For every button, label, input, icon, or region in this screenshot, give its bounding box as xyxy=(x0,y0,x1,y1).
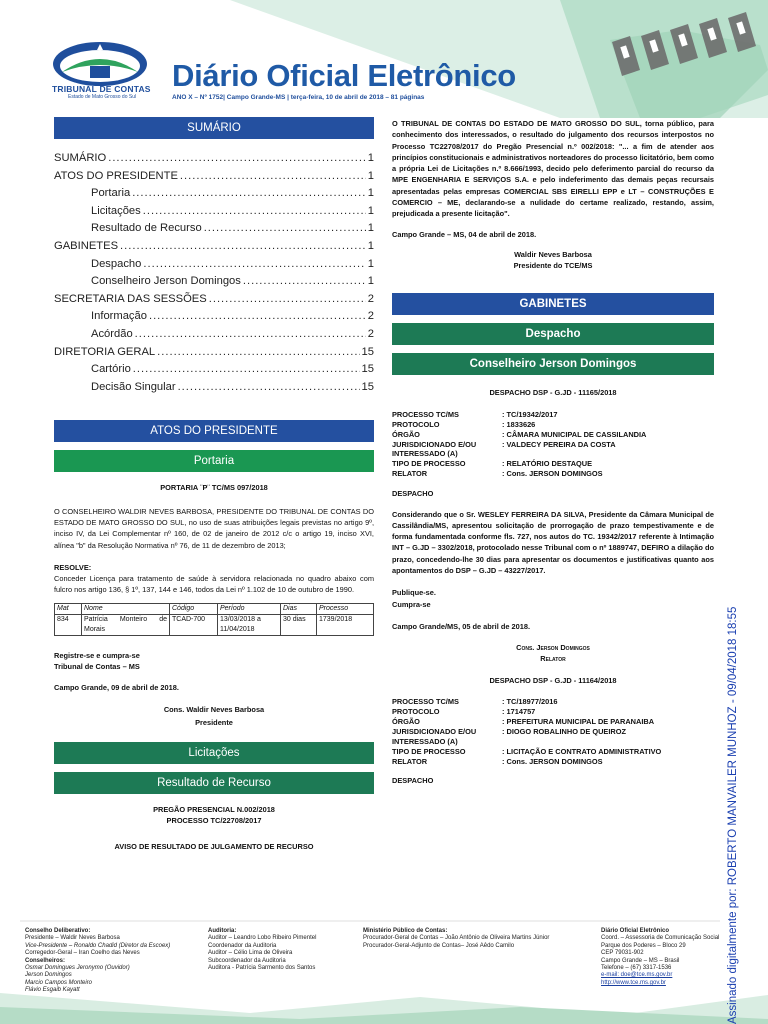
field-value: : VALDECY PEREIRA DA COSTA xyxy=(502,439,616,449)
footer-line: Flávio Esgaib Kayatt xyxy=(25,987,80,994)
footer-line: Coord. – Assessoria de Comunicação Social xyxy=(601,935,720,942)
toc-entry-page: 1 xyxy=(367,257,374,270)
despacho-1-label: DESPACHO xyxy=(392,489,434,499)
field-value xyxy=(502,449,712,459)
toc-entry[interactable] xyxy=(54,363,374,381)
despacho-1-cumpra: Cumpra-se xyxy=(392,599,431,609)
portaria-title: PORTARIA ¨P¨ TC/MS 097/2018 xyxy=(160,483,268,493)
website-link[interactable]: http://www.tce.ms.gov.br xyxy=(601,979,666,986)
footer-line: Subcoordenador da Auditoria xyxy=(208,957,286,964)
closing-registre: Registre-se e cumpra-se xyxy=(54,650,140,660)
footer-conselho-head: Conselho Deliberativo: xyxy=(25,928,91,934)
field-value: : DIOGO ROBALINHO DE QUEIROZ xyxy=(502,726,626,736)
despacho-1-body: Considerando que o Sr. WESLEY FERREIRA DA SILVA, Presidente da Câmara Municipal de Cassilândia/MS, apresentou solicitação de prorrogação de prazo tempestivamente e de forma fundamentada conforme fls. 727, nos autos do TC. 19342/2017 referente à Intimação INT – G.JD – 3302/2018, protocolado nesse Tribunal com o nº 1889747, DEFIRO a dilação do prazo, concedendo-lhe 30 dias para apresentar os documentos e justificativas quanto aos apontamentos do DSP – G.JD – 43227/2017. xyxy=(392,509,714,575)
field-label: INTERESSADO (A) xyxy=(392,449,458,459)
toc-entry-page: 15 xyxy=(361,363,374,376)
th-processo: Processo xyxy=(317,603,374,614)
toc-entry[interactable] xyxy=(54,381,374,399)
table-row xyxy=(55,614,374,635)
field-value xyxy=(502,737,712,747)
cell-mat: 834 xyxy=(55,614,82,635)
aviso-line: AVISO DE RESULTADO DE JULGAMENTO DE RECURSO xyxy=(114,841,314,851)
footer-site-link[interactable] xyxy=(601,980,726,987)
toc-entry[interactable] xyxy=(54,205,374,223)
toc-entry[interactable] xyxy=(54,258,374,276)
toc-dot-leader xyxy=(149,310,366,322)
despacho-1-role: Relator xyxy=(540,654,566,664)
atos-presidente-bar: ATOS DO PRESIDENTE xyxy=(54,420,374,442)
resultado-date: Campo Grande – MS, 04 de abril de 2018. xyxy=(392,229,537,239)
cell-codigo: TCAD-700 xyxy=(170,614,218,635)
resolve-body: Conceder Licença para tratamento de saúde à servidora relacionada no quadro abaixo com fulcro nos artigo 136, § 1º, 137, 144 e 146, todos da Lei nº 1.102 de 10 de outubro de 1990. xyxy=(54,574,374,595)
toc-entry[interactable] xyxy=(54,346,374,364)
toc-entry-label: Informação xyxy=(91,310,147,323)
footer-auditoria-head: Auditoria: xyxy=(208,928,237,934)
footer-line: Auditor – Célio Lima de Oliveira xyxy=(208,950,293,957)
logo-subtitle: Estado de Mato Grosso do Sul xyxy=(68,94,137,100)
toc-entry-page: 1 xyxy=(367,187,374,200)
pregao-line: PREGÃO PRESENCIAL N.002/2018 xyxy=(153,805,275,815)
footer-mpc-head: Ministério Público de Contas: xyxy=(363,928,448,934)
field-label: PROTOCOLO xyxy=(392,706,440,716)
footer-line: Procurador-Geral de Contas – João Antônio de Oliveira Martins Júnior xyxy=(363,935,550,942)
despacho-2-title: DESPACHO DSP - G.JD - 11164/2018 xyxy=(489,675,617,685)
table-of-contents xyxy=(54,152,374,398)
footer-email-link[interactable] xyxy=(601,972,726,979)
footer-line: Jerson Domingos xyxy=(25,972,72,979)
toc-entry[interactable] xyxy=(54,187,374,205)
toc-dot-leader xyxy=(135,328,366,340)
logo-name: TRIBUNAL DE CONTAS xyxy=(52,84,151,94)
toc-entry-page: 1 xyxy=(367,275,374,288)
toc-entry-label: Conselheiro Jerson Domingos xyxy=(91,275,241,288)
field-value: : TC/19342/2017 xyxy=(502,409,558,419)
toc-entry-page: 2 xyxy=(367,310,374,323)
footer-mpc xyxy=(363,928,593,950)
footer-line: Marcio Campos Monteiro xyxy=(25,979,93,986)
resolve-label: RESOLVE: xyxy=(54,562,92,572)
footer-doe-head: Diário Oficial Eletrônico xyxy=(601,928,670,934)
field-value: : Cons. JERSON DOMINGOS xyxy=(502,469,603,479)
license-table xyxy=(54,603,374,636)
field-label: PROCESSO TC/MS xyxy=(392,409,459,419)
field-value: : CÂMARA MUNICIPAL DE CASSILANDIA xyxy=(502,429,647,439)
publication-title: Diário Oficial Eletrônico xyxy=(172,58,516,93)
portaria-body: O CONSELHEIRO WALDIR NEVES BARBOSA, PRESIDENTE DO TRIBUNAL DE CONTAS DO ESTADO DE MATO GROSSO DO SUL, no uso de suas atribuições legais previstas no artigo 9º, inciso IV, da Lei Complementar nº 160, de 02 de janeiro de 2012 c/c o artigo 19, inciso XVI, alínea "b" da Resolução Normativa nº 76, de 11 de dezembro de 2013; xyxy=(54,506,374,550)
toc-dot-leader xyxy=(132,187,366,199)
field-value: : 1833626 xyxy=(502,419,536,429)
footer-auditoria xyxy=(208,928,358,972)
despacho-1-title: DESPACHO DSP - G.JD - 11165/2018 xyxy=(489,387,617,397)
toc-entry-label: Licitações xyxy=(91,204,141,217)
toc-entry[interactable] xyxy=(54,293,374,311)
field-label: JURISDICIONADO E/OU xyxy=(392,439,477,449)
toc-entry[interactable] xyxy=(54,152,374,170)
closing-tribunal: Tribunal de Contas – MS xyxy=(54,661,140,671)
cell-dias: 30 dias xyxy=(281,614,317,635)
portaria-signer-role: Presidente xyxy=(195,717,233,727)
field-label: RELATOR xyxy=(392,469,428,479)
toc-entry-label: Portaria xyxy=(91,187,131,200)
email-link[interactable]: e-mail: doe@tce.ms.gov.br xyxy=(601,972,673,979)
th-mat: Mat xyxy=(55,603,82,614)
toc-entry-page: 1 xyxy=(367,222,374,235)
portaria-date: Campo Grande, 09 de abril de 2018. xyxy=(54,683,179,693)
toc-entry-label: Acórdão xyxy=(91,327,133,340)
field-value: : 1714757 xyxy=(502,706,536,716)
despacho-1-date: Campo Grande/MS, 05 de abril de 2018. xyxy=(392,621,531,631)
edition-line: ANO X – Nº 1752| Campo Grande-MS | terça-feira, 10 de abril de 2018 – 81 páginas xyxy=(172,94,425,101)
toc-dot-leader xyxy=(108,152,366,164)
toc-dot-leader xyxy=(143,205,366,217)
toc-dot-leader xyxy=(204,222,366,234)
resultado-signer: Waldir Neves Barbosa xyxy=(514,249,592,259)
despacho-bar: Despacho xyxy=(392,323,714,345)
th-codigo: Código xyxy=(170,603,218,614)
field-label: PROCESSO TC/MS xyxy=(392,697,459,707)
th-periodo: Período xyxy=(218,603,281,614)
right-column xyxy=(392,117,714,787)
toc-entry-page: 15 xyxy=(361,380,374,393)
field-label: PROTOCOLO xyxy=(392,419,440,429)
portaria-signer: Cons. Waldir Neves Barbosa xyxy=(163,704,265,714)
despacho-2-label: DESPACHO xyxy=(392,776,434,786)
th-dias: Dias xyxy=(281,603,317,614)
toc-entry-label: Decisão Singular xyxy=(91,380,176,393)
despacho-1-publique: Publique-se. xyxy=(392,588,436,598)
toc-entry[interactable] xyxy=(54,222,374,240)
portaria-bar: Portaria xyxy=(54,450,374,472)
footer-line: Vice-Presidente – Ronaldo Chadid (Diretor da Escoex) xyxy=(25,942,171,949)
toc-entry-label: SECRETARIA DAS SESSÕES xyxy=(54,292,207,305)
toc-dot-leader xyxy=(120,240,366,252)
summary-bar: SUMÁRIO xyxy=(54,117,374,139)
toc-entry[interactable] xyxy=(54,275,374,293)
toc-dot-leader xyxy=(243,275,366,287)
toc-entry-label: Resultado de Recurso xyxy=(91,222,202,235)
toc-entry-label: GABINETES xyxy=(54,239,119,252)
toc-entry-page: 1 xyxy=(367,152,374,164)
field-label: TIPO DE PROCESSO xyxy=(392,746,466,756)
toc-entry-label: SUMÁRIO xyxy=(54,152,107,164)
despacho-1-fields xyxy=(392,410,714,479)
footer-line: Telefone – (67) 3317-1536 xyxy=(601,965,672,972)
resultado-signer-role: Presidente do TCE/MS xyxy=(513,261,593,271)
footer-line: Campo Grande – MS – Brasil xyxy=(601,957,680,964)
th-nome: Nome xyxy=(82,603,170,614)
cell-nome: Patrícia Monteiro de Morais xyxy=(82,614,170,635)
digital-signature-stamp: Assinado digitalmente por: ROBERTO MANVAILER MUNHOZ - 09/04/2018 18:55 xyxy=(727,606,739,1024)
toc-entry-page: 1 xyxy=(367,204,374,217)
toc-entry-page: 1 xyxy=(367,169,374,182)
toc-dot-leader xyxy=(133,363,360,375)
toc-entry-page: 2 xyxy=(367,292,374,305)
field-label: RELATOR xyxy=(392,756,428,766)
field-label: ÓRGÃO xyxy=(392,429,420,439)
toc-entry-label: Cartório xyxy=(91,363,131,376)
toc-entry-label: DIRETORIA GERAL xyxy=(54,345,156,358)
cell-periodo: 13/03/2018 a 11/04/2018 xyxy=(218,614,281,635)
field-value: : RELATÓRIO DESTAQUE xyxy=(502,459,593,469)
footer-line: Presidente – Waldir Neves Barbosa xyxy=(25,935,120,942)
gabinetes-bar: GABINETES xyxy=(392,293,714,315)
conselheiro-bar: Conselheiro Jerson Domingos xyxy=(392,353,714,375)
cell-processo: 1739/2018 xyxy=(317,614,374,635)
table-header-row xyxy=(55,603,374,614)
field-value: : Cons. JERSON DOMINGOS xyxy=(502,756,603,766)
despacho-2-fields xyxy=(392,697,714,766)
toc-entry-label: ATOS DO PRESIDENTE xyxy=(54,169,178,182)
footer-doe xyxy=(601,928,726,987)
field-label: INTERESSADO (A) xyxy=(392,736,458,746)
footer-line: Auditor – Leandro Lobo Ribeiro Pimentel xyxy=(208,935,317,942)
toc-dot-leader xyxy=(209,293,366,305)
toc-entry-page: 2 xyxy=(367,327,374,340)
resultado-recurso-bar: Resultado de Recurso xyxy=(54,772,374,794)
toc-dot-leader xyxy=(157,346,359,358)
field-value: : TC/18977/2016 xyxy=(502,697,558,707)
footer-line: Osmar Domingues Jeronymo (Ouvidor) xyxy=(25,965,130,972)
toc-entry[interactable] xyxy=(54,240,374,258)
left-column xyxy=(54,117,374,852)
licitacoes-bar: Licitações xyxy=(54,742,374,764)
toc-entry[interactable] xyxy=(54,310,374,328)
footer-conselheiros-head: Conselheiros: xyxy=(25,957,66,964)
despacho-1-signer: Cons. Jerson Domingos xyxy=(516,643,590,653)
toc-dot-leader xyxy=(180,170,366,182)
field-value: : LICITAÇÃO E CONTRATO ADMINISTRATIVO xyxy=(502,746,662,756)
footer-conselho xyxy=(25,928,225,995)
toc-entry[interactable] xyxy=(54,170,374,188)
resultado-body: O TRIBUNAL DE CONTAS DO ESTADO DE MATO GROSSO DO SUL, torna público, para conhecimento dos interessados, o resultado do julgamento dos recursos interpostos no Processo TC22708/2017 do Pregão Presencial n.º 002/2018: "... a fim de atender aos princípios constitucionais e administrativos norteadores do processo licitatório, bem como a própria Lei de Licitações n.º 8.666/1993, decido pelo deferimento parcial do recurso da MPE ENGENHARIA E SERVIÇOS S.A. e pelo indeferimento das demais peças recursais apresentadas pelas empresas COMERCIAL SBS EIRELLI EPP e LT – CONSTRUÇÕES E COMERCIO – ME, declarando-se a nulidade do certame realizado, restando, assim, prejudicada a presente licitação". xyxy=(392,119,714,219)
toc-entry-label: Despacho xyxy=(91,257,142,270)
field-value: : PREFEITURA MUNICIPAL DE PARANAIBA xyxy=(502,716,655,726)
toc-entry-page: 15 xyxy=(361,345,374,358)
processo-line: PROCESSO TC/22708/2017 xyxy=(166,816,262,826)
footer-line: Procurador-Geral-Adjunto de Contas– José Aêdo Camilo xyxy=(363,942,515,949)
field-label: TIPO DE PROCESSO xyxy=(392,459,466,469)
footer-line: Corregedor-Geral – Iran Coelho das Neves xyxy=(25,950,140,957)
toc-dot-leader xyxy=(143,258,365,270)
footer-line: Coordenador da Auditoria xyxy=(208,942,277,949)
field-label: ÓRGÃO xyxy=(392,716,420,726)
footer-line: Auditora - Patrícia Sarmento dos Santos xyxy=(208,965,316,972)
toc-entry[interactable] xyxy=(54,328,374,346)
toc-dot-leader xyxy=(178,381,360,393)
toc-entry-page: 1 xyxy=(367,239,374,252)
field-label: JURISDICIONADO E/OU xyxy=(392,726,477,736)
footer-line: Parque dos Poderes – Bloco 29 xyxy=(601,942,686,949)
footer-line: CEP 79031-902 xyxy=(601,950,644,957)
